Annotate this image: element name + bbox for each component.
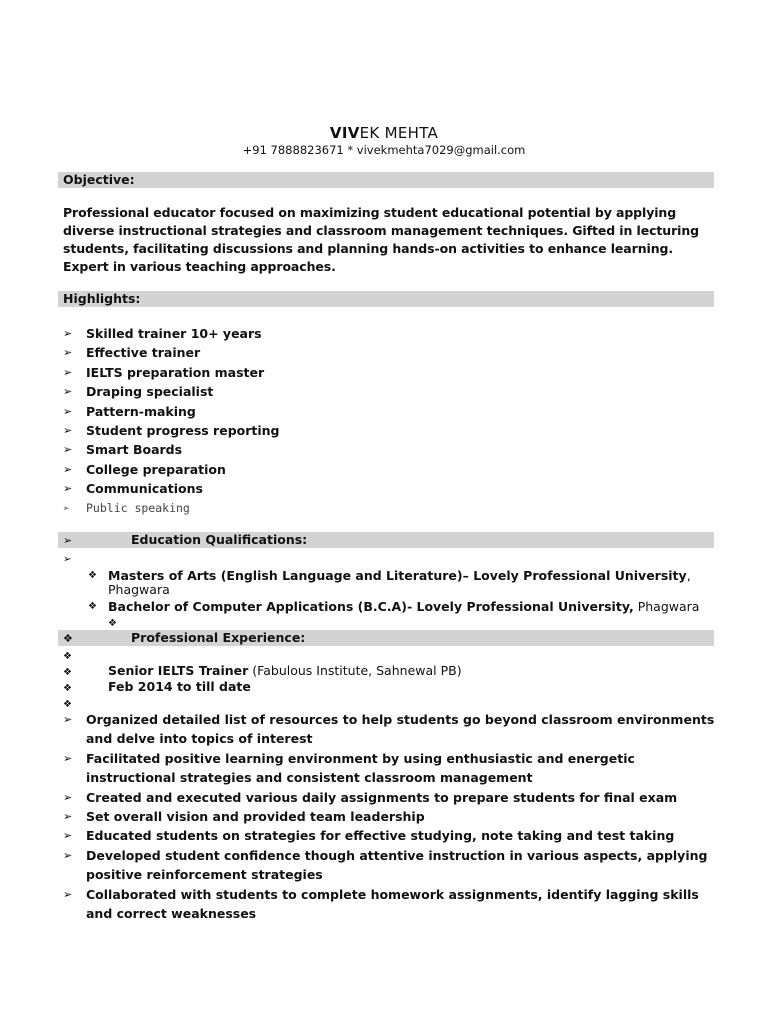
diamond-bullet-icon: ❖: [63, 699, 72, 710]
duties-list: [63, 710, 716, 923]
arrow-bullet-icon: ➢: [63, 346, 73, 360]
list-item: ➢ Effective trainer: [63, 343, 280, 362]
resume-header: [0, 124, 768, 158]
list-item: ➢ Pattern-making: [63, 402, 280, 421]
list-item: ➢ Skilled trainer 10+ years: [63, 324, 280, 343]
education-item: ❖ Masters of Arts (English Language and Literature)– Lovely Professional University, Phagwara: [88, 568, 691, 597]
arrow-bullet-icon: ➢: [63, 424, 73, 438]
highlights-heading: Highlights:: [58, 291, 714, 307]
list-item: ➢ IELTS preparation master: [63, 363, 280, 382]
contact-line: +91 7888823671 * vivekmehta7029@gmail.com: [242, 143, 526, 157]
candidate-name: VIVEK MEHTA: [329, 124, 439, 142]
arrow-bullet-icon: ➢: [63, 365, 73, 379]
diamond-bullet-icon: ❖: [88, 570, 97, 581]
list-item: ➢ Smart Boards: [63, 440, 280, 459]
arrow-bullet-icon: ➢: [63, 443, 73, 457]
experience-role: ❖ Senior IELTS Trainer (Fabulous Institute, Sahnewal PB): [63, 663, 462, 681]
diamond-bullet-icon: ❖: [63, 651, 72, 662]
arrow-bullet-icon: ➢: [63, 751, 73, 765]
arrow-bullet-icon: ➢: [63, 462, 73, 476]
arrow-bullet-icon: ➢: [63, 790, 73, 804]
education-item: ❖ Bachelor of Computer Applications (B.C.A)- Lovely Professional University, Phagwara: [88, 599, 700, 614]
list-item: ➢ Facilitated positive learning environment by using enthusiastic and energetic instructional strategies and consistent classroom management: [63, 750, 635, 786]
arrow-bullet-icon: ➢: [63, 482, 73, 496]
arrow-bullet-icon: ➢: [63, 327, 73, 340]
arrow-bullet-icon: ➢: [63, 713, 73, 726]
highlights-list: [63, 324, 280, 518]
list-item: ➢ Communications: [63, 479, 280, 498]
arrow-bullet-icon: ➢: [63, 534, 73, 547]
diamond-bullet-icon: ❖: [63, 632, 73, 645]
arrow-bullet-icon: ➢: [63, 848, 73, 862]
empty-bullet-row: [63, 550, 85, 568]
objective-text: Professional educator focused on maximizing student educational potential by applying diverse instructional strategies and classroom management techniques. Gifted in lecturing students, facilitating discussions and planning hands-on activities to enhance learning. Expert in various teaching approaches.: [63, 205, 699, 274]
list-item: ➢ College preparation: [63, 460, 280, 479]
list-item: ➢ Organized detailed list of resources to help students go beyond classroom environments and delve into topics of interest: [63, 712, 715, 747]
diamond-bullet-icon: ❖: [88, 601, 97, 612]
arrow-bullet-icon: ➢: [63, 404, 73, 418]
diamond-bullet-icon: ❖: [63, 667, 72, 678]
experience-heading: ❖ Professional Experience:: [58, 630, 714, 646]
arrow-bullet-icon: ➢: [63, 501, 70, 515]
list-item: ➢ Collaborated with students to complete homework assignments, identify lagging skills and correct weaknesses: [63, 886, 699, 922]
objective-heading: Objective:: [58, 172, 714, 188]
list-item: ➢ Draping specialist: [63, 382, 280, 401]
experience-period: ❖ Feb 2014 to till date: [63, 679, 251, 697]
list-item: ➢ Public speaking: [63, 499, 280, 518]
list-item: ➢ Set overall vision and provided team leadership: [63, 807, 716, 826]
arrow-bullet-icon: ➢: [63, 829, 73, 843]
list-item: ➢ Created and executed various daily assignments to prepare students for final exam: [63, 788, 716, 807]
arrow-bullet-icon: ➢: [63, 887, 73, 901]
diamond-bullet-icon: ❖: [108, 618, 117, 629]
diamond-bullet-icon: ❖: [63, 683, 72, 694]
list-item: ➢ Educated students on strategies for effective studying, note taking and test taking: [63, 826, 716, 845]
list-item: ➢ Student progress reporting: [63, 421, 280, 440]
arrow-bullet-icon: ➢: [63, 554, 72, 565]
arrow-bullet-icon: ➢: [63, 810, 73, 824]
list-item: ➢ Developed student confidence though attentive instruction in various aspects, applying positive reinforcement strategies: [63, 847, 708, 883]
arrow-bullet-icon: ➢: [63, 385, 73, 399]
education-heading: ➢ Education Qualifications:: [58, 532, 714, 548]
